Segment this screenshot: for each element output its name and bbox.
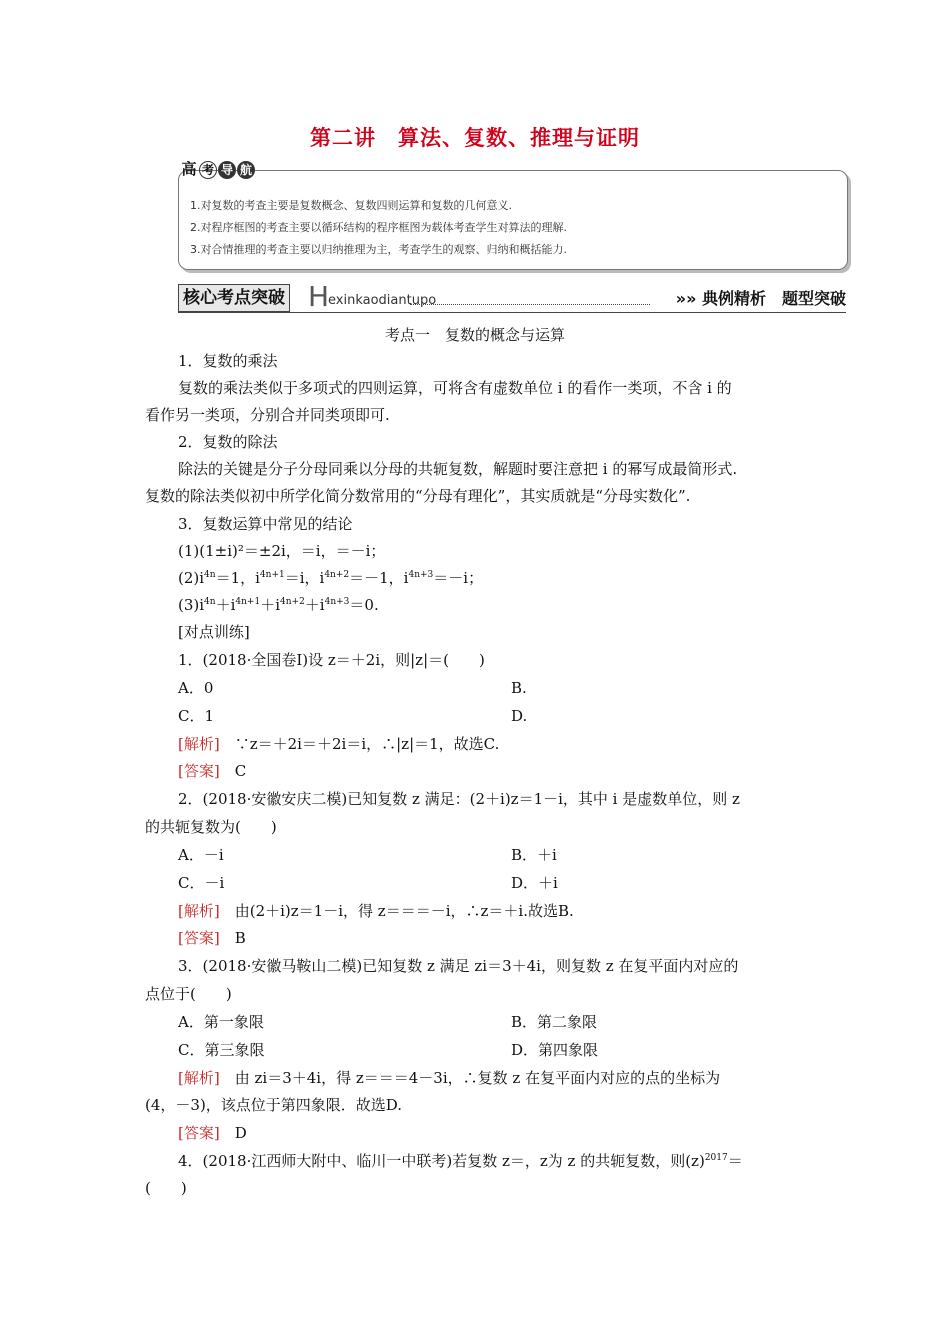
- question-1: 1．(2018·全国卷Ⅰ)设 z＝＋2i，则|z|＝( ): [178, 651, 485, 669]
- option-b: B.: [511, 679, 527, 697]
- section-banner: [178, 280, 846, 314]
- question-2-cont: 的共轭复数为( ): [145, 818, 277, 836]
- option-a: A．－i: [178, 846, 224, 864]
- section-heading: 考点一 复数的概念与运算: [384, 326, 565, 344]
- training-label: [对点训练]: [178, 623, 250, 641]
- paragraph: 复数的除法类似初中所学化简分数常用的“分母有理化”，其实质就是“分母实数化”.: [145, 487, 691, 505]
- analysis: [解析] 由 zi＝3＋4i，得 z＝＝＝4－3i，∴复数 z 在复平面内对应的点的坐标为: [178, 1069, 721, 1087]
- result-3: $(3)i^{4n}+i^{4n+1}+i^{4n+2}+i^{4n+3}=0$.: [178, 596, 379, 614]
- analysis: [解析] ∵z＝＋2i＝＋2i＝i，∴|z|＝1，故选C.: [178, 735, 500, 753]
- option-d: D．＋i: [511, 874, 558, 892]
- tag-char: 考: [199, 161, 217, 179]
- banner-label: 核心考点突破: [178, 284, 290, 312]
- banner-right: »» 典例精析 题型突破: [675, 289, 846, 308]
- page-title: 第二讲 算法、复数、推理与证明: [310, 126, 640, 150]
- paragraph: 看作另一类项，分别合并同类项即可.: [145, 406, 390, 424]
- option-a: A．第一象限: [178, 1013, 264, 1031]
- banner-letter: H: [308, 280, 330, 313]
- question-3-cont: 点位于( ): [145, 985, 232, 1003]
- option-b: B．第二象限: [511, 1013, 598, 1031]
- option-c: C．－i: [178, 874, 225, 892]
- paragraph: 除法的关键是分子分母同乘以分母的共轭复数，解题时要注意把 i 的幂写成最简形式.: [178, 460, 738, 478]
- analysis-cont: (4，－3)，该点位于第四象限．故选D.: [145, 1096, 403, 1114]
- subheading: 3．复数运算中常见的结论: [178, 515, 353, 533]
- banner-pinyin: exinkaodiantupo: [328, 293, 437, 308]
- question-4: 4．(2018·江西师大附中、临川一中联考)若复数 z＝，z为 z 的共轭复数，则$(z)^{2017}=$: [178, 1152, 743, 1170]
- option-d: D．第四象限: [511, 1041, 599, 1059]
- banner-underline: [178, 312, 846, 313]
- tag-char: 导: [218, 161, 236, 179]
- guide-item: 1.对复数的考查主要是复数概念、复数四则运算和复数的几何意义.: [190, 199, 512, 212]
- guide-item: 2.对程序框图的考查主要以循环结构的程序框图为载体考查学生对算法的理解.: [190, 221, 567, 234]
- question-2: 2．(2018·安徽安庆二模)已知复数 z 满足：(2＋i)z＝1－i，其中 i 是虚数单位，则 z: [178, 790, 740, 808]
- question-3: 3．(2018·安徽马鞍山二模)已知复数 z 满足 zi＝3＋4i，则复数 z 在复平面内对应的: [178, 957, 739, 975]
- guide-item: 3.对合情推理的考查主要以归纳推理为主，考查学生的观察、归纳和概括能力.: [190, 243, 567, 256]
- answer: [答案] B: [178, 929, 246, 947]
- option-c: C．第三象限: [178, 1041, 265, 1059]
- option-a: A．0: [178, 679, 214, 697]
- exam-guide-tag: [180, 160, 256, 179]
- subheading: 1．复数的乘法: [178, 352, 278, 370]
- paragraph: 复数的乘法类似于多项式的四则运算，可将含有虚数单位 i 的看作一类项，不含 i 的: [178, 379, 732, 397]
- tag-char: 航: [237, 161, 255, 179]
- option-b: B．＋i: [511, 846, 557, 864]
- option-d: D.: [511, 707, 528, 725]
- banner-dots: [410, 304, 650, 305]
- answer: [答案] C: [178, 762, 247, 780]
- subheading: 2．复数的除法: [178, 433, 278, 451]
- answer: [答案] D: [178, 1124, 247, 1142]
- option-c: C．1: [178, 707, 215, 725]
- tag-char: 高: [181, 160, 197, 178]
- result-2: $(2)i^{4n}=1$，$i^{4n+1}=i$，$i^{4n+2}=-1$，$i^{4n+3}=-i$；: [178, 569, 484, 587]
- question-4-cont: ( ): [145, 1179, 187, 1197]
- result-1: (1)(1±i)²＝±2i，＝i，＝－i；: [178, 542, 386, 560]
- analysis: [解析] 由(2＋i)z＝1－i，得 z＝＝＝－i，∴z＝＋i.故选B.: [178, 902, 574, 920]
